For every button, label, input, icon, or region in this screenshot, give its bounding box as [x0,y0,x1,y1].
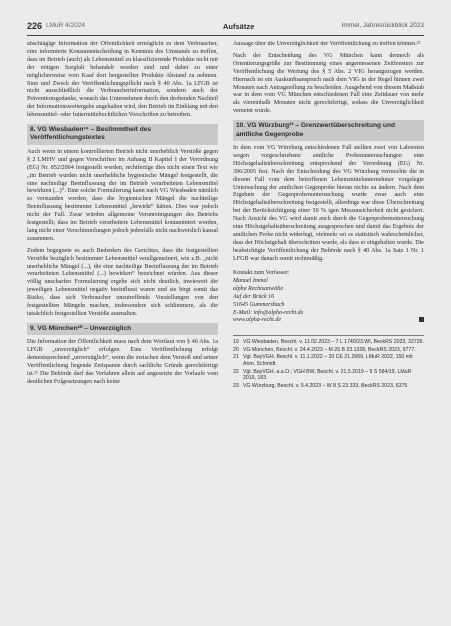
contact-website[interactable]: www.alpha-recht.de [233,317,281,324]
paragraph: Aussage über die Unverzüglichkeit der Veröffentlichung zu treffen können.²² [233,41,421,47]
end-mark-square [419,317,424,322]
footnote-text: VG Würzburg, Beschl. v. 5.4.2023 – W 8 S 23.333, BeckRS 2023, 6375. [243,382,409,389]
footnote [233,354,424,367]
paragraph: abschlägige Information der Öffentlichkeit ermöglicht es dem Verbraucher, eine informierte Konsumentscheidung in Kenntnis des Umstands zu treffen, dass im Betrieb (auch) als Lebensmittel zu klassifizierende Produkte nicht mit der nötigen Sorgfalt behandelt worden sind und dabei zu einer möglicherweise vom Kauf dort hergestellter Produkte Abstand zu nehmen. Sinn und Zweck der Veröffentlichungspflicht nach § 40 Abs. 1a LFGB ist nicht ausschließlich die Verbraucherinformation, sondern auch der Präventionsgedanke, wonach das Unternehmen durch den drohenden Nachteil der Informationsweitergabe angehalten wird, den Betrieb im Einklang mit den lebensmittel- oder futtermittelrechtlichen Vorschriften zu betreiben. [27,41,218,119]
footnote-number: 23 [233,382,239,389]
footnote [233,347,424,354]
footnote-number: 19 [233,339,239,346]
paragraph: Zudem begegnete es auch Bedenken des Gerichtes, dass die festgestellten Verstöße bezüglich bestimmter Lebensmittel verallgemeinert, wie z.B. „nicht unerhebliche Mängel (...), die eine nachteilige Beeinflussung der im Betrieb verarbeiteten Lebensmittel (...) bewirken“ bezeichnet würden. Aus dieser völlig unscharfen Formulierung ergebe sich nicht deutlich, inwieweit die jeweiligen Lebensmittel negativ beeinflusst waren und sie birgt somit das Risiko, dass sich Verbraucher unzutreffende Vorstellungen von den festgestellten Mängeln machen, insbesondere sich schlimmere, als die tatsächlich festgestellten Verstöße ausmalten. [27,247,218,317]
footnote-text: Vgl. BayVGH, Beschl. v. 11.1.2022 – 20 CE 21.2669, LMuR 2022, 150 mit Anm. Schmidt. [243,354,413,367]
paragraph: Nach der Entscheidung des VG München kann dennoch als Orientierungsgröße zur Bestimmung eines angemessenen Zeitfensters zur Veröffentlichung die Wertung des § 5 Abs. 2 VIG herangezogen werden. Hiernach ist ein Auskunftsanspruch nach dem VIG in der Regel binnen zwei Monaten nach Antragstellung zu bescheiden. Ausgehend von diesem Maßstab war in dem vom VG München entschiedenen Fall eine Zeitdauer von mehr als viereinhalb Monaten nicht gerechtfertigt, sodass die Unverzüglichkeit verneint wurde. [233,52,424,115]
footnote-text: Vgl. BayVGH, a.a.O.; VGH BW, Beschl. v. 21.5.2019 – 9 S 584/19, LMuR 2019, 183. [243,368,412,382]
footnote-number: 22 [233,368,239,375]
contact-title: Kontakt zum Verfasser: [233,269,290,276]
contact-name: Manuel Immel [233,278,268,285]
section-heading-10: 10. VG Würzburg²³ – Grenzwertüberschreitung und amtliche Gegenprobe [233,120,424,141]
journal-name: LMuR 4/2024 [46,22,86,29]
contact-city: 51645 Gummersbach [233,301,285,308]
paragraph: In dem vom VG Würzburg entschiedenen Fall stellten zwei von Laborsten wegen vorgeschriebene amtliche Probenuntersuchungen eine Höchstgehaltsüberschreitung entsprechend der Verordnung (EG) Nr. 396/2005 fest. Nach der Entscheidung des VG Würzburg vermochte die in diesem Fall vom dem betroffenen Lebensmittelunternehmer vorgelegte Untersuchung der amtlichen Gegenprobe hieran nichts zu ändern. Nach dem Ergebnis der Gegenprobenuntersuchung wurde zwar auch eine Höchstgehaltsüberschreitung festgestellt, allerdings war diese Überschreitung bei der Berücksichtigung einer 50 % igen Messunsicherheit nicht gesichert. Nach Ansicht des VG wird damit auch durch die Gegenprobenuntersuchung eine Höchstgehaltsüberschreitung ausgesprochen und damit das Ergebnis der amtlichen Probe nicht widerlegt, vielmehr sei es statistisch wahrscheinlicher, dass der Höchstgehalt überschritten wurde, als dass er eingehalten wurde. Die beabsichtigte Veröffentlichung der Behörde nach § 40 Abs. 1a Satz 1 Nr. 1 LFGB war danach somit rechtmäßig. [233,144,424,262]
footnote-text: VG Wiesbaden, Beschl. v. 11.02.2023 – 7 L 1740/23.WI, BeckRS 2023, 32726. [243,339,424,346]
header-rule [27,35,424,36]
footnote-number: 21 [233,354,239,361]
contact-street: Auf der Brück 16 [233,293,275,300]
section-heading-8: 8. VG Wiesbaden¹⁹ – Bestimmtheit des Veröffentlichungstextes [27,124,218,145]
paragraph: Auch wenn in einem kontrollierten Betrieb nicht unerheblich Verstöße gegen § 2 LMHV und gegen Vorschriften im Anhang II Kapitel I der Verordnung (EG) Nr. 852/2004 festgestellt werden, rechtfertige dies nicht einen Text wie „im Betrieb wurden nicht unerhebliche hygienische Mängel festgestellt, die eine nachteilige Beeinflussung der im Betrieb verarbeiteten Lebensmittel bewirkten (...)“. Eine solche Formulierung kann nach VG Wiesbaden nämlich so verstanden werden, dass die hygienischen Mängel die nachteilige Beeinflussung bestimmter Lebensmittel „bewirkt“ hätten. Dies war jedoch nicht der Fall. Zwar würden allgemeine Verunreinigungen des Betriebs festgestellt; dass im Betrieb verarbeitete Lebensmittel kontaminiert worden, lang nicht einer Verschimmlungen jedoch jedenfalls nicht nachweislich kausal zusammen. [27,148,218,242]
right-column [233,41,424,606]
footnote-number: 20 [233,346,239,353]
paragraph: Die Information der Öffentlichkeit muss nach dem Wortlaut von § 40 Abs. 1a LFGB „unverzüglich“ erfolgen. Eine Veröffentlichung erfolgt dementsprechend „unverzüglich“, wenn die zwischen dem Verstoß und seiner Veröffentlichung liegende Zeitspanne durch sachliche Gründe gerechtfertigt ist.²¹ Die Behörde darf das Verfahren allein auf angesetzte der Vorlaufe vom deutlichen Folgesetzungen nach keine [27,339,218,385]
contact-email[interactable]: E-Mail: info@alpha-recht.de [233,309,304,316]
footnote [233,339,424,346]
section-title: Aufsätze [223,22,255,31]
contact-firm: alpha Rechtsanwälte [233,286,284,293]
footnote-rule [233,335,424,336]
page-number: 226 [27,21,43,31]
page-header [27,21,424,33]
author-contact [233,270,424,326]
section-heading-9: 9. VG München²⁰ – Unverzüglich [27,323,218,335]
footnote [233,383,424,390]
footnote [233,369,424,382]
running-head: Immel, Jahresrückblick 2023 [341,22,424,29]
footnote-text: VG München, Beschl. v. 24.4.2023 – M 26 B 23.1328, BeckRS 2023, 9777. [243,346,416,353]
left-column [27,41,218,606]
